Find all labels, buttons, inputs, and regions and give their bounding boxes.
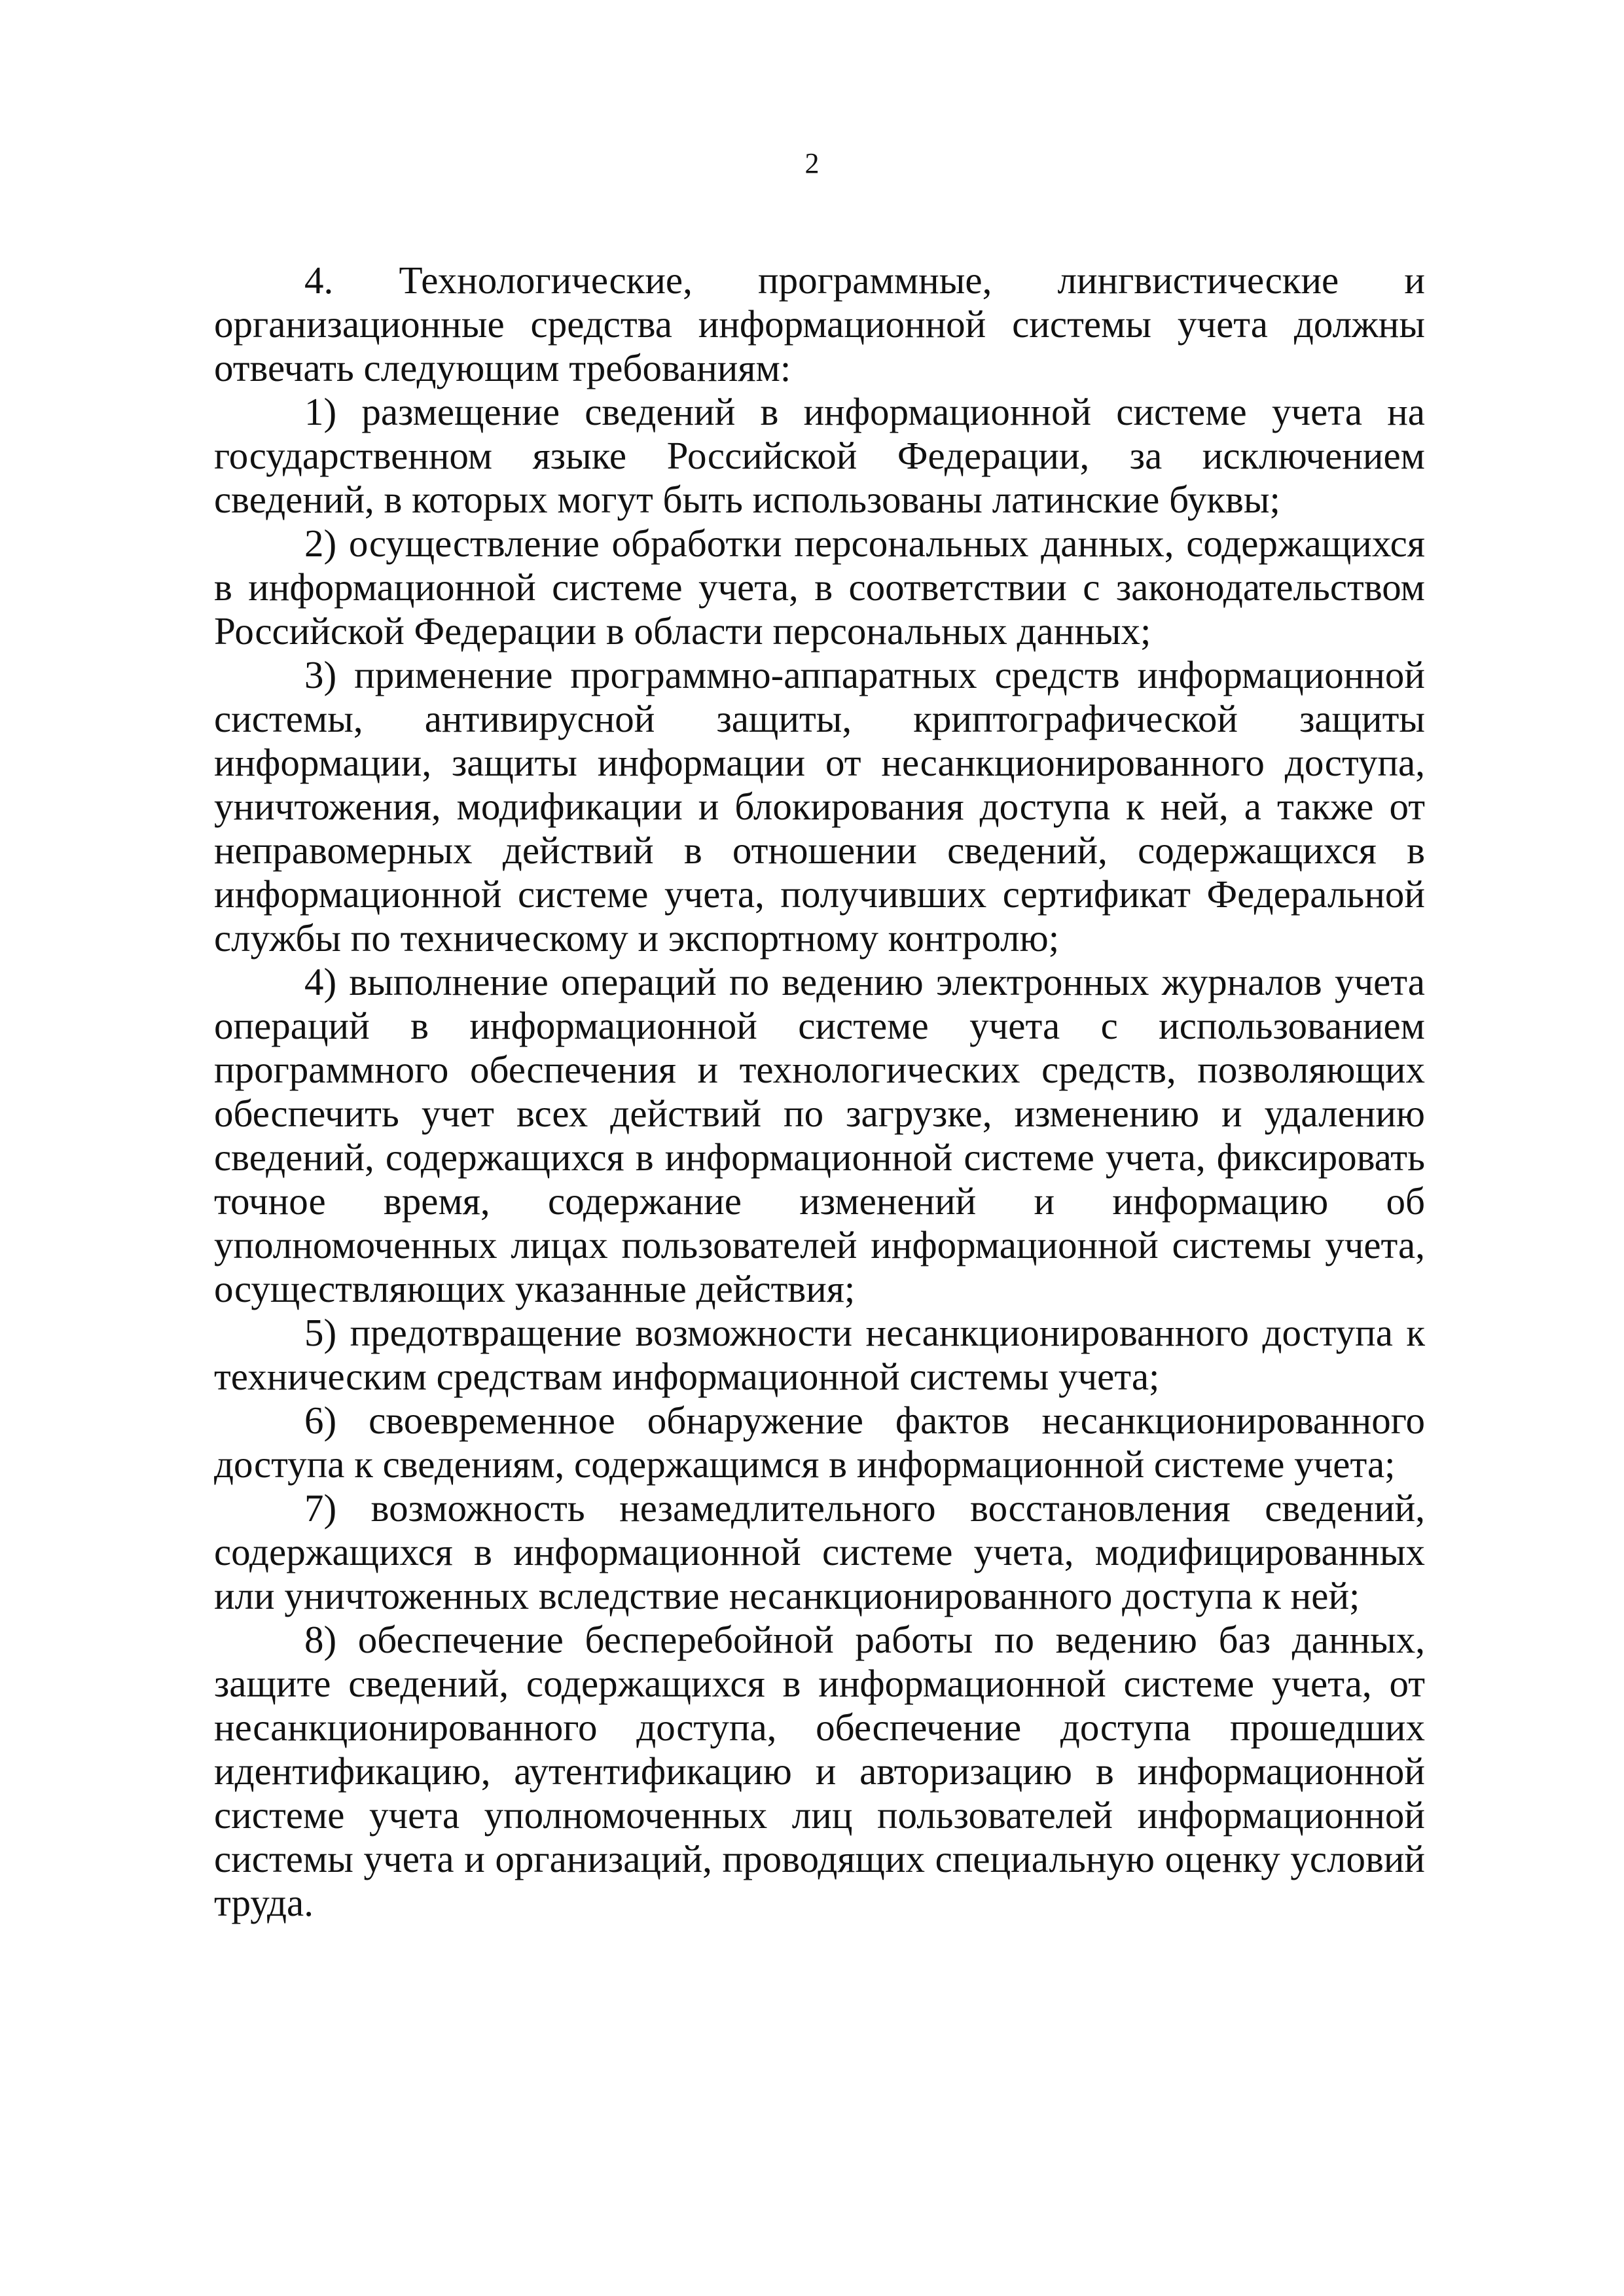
paragraph-item-8: 8) обеспечение бесперебойной работы по ведению баз данных, защите сведений, содержащихся в информационной системе учета, от несанкционированного доступа, обеспечение доступа прошедших идентификацию, аутентификацию и авторизацию в информационной системе учета уполномоченных лиц пользователей информационной системы учета и организаций, проводящих специальную оценку условий труда. [214,1618,1425,1924]
page-number: 2 [804,147,820,179]
paragraph-item-2: 2) осуществление обработки персональных данных, содержащихся в информационной системе учета, в соответствии с законодательством Российской Федерации в области персональных данных; [214,522,1425,653]
paragraph-item-7: 7) возможность незамедлительного восстановления сведений, содержащихся в информационной системе учета, модифицированных или уничтоженных вследствие несанкционированного доступа к ней; [214,1486,1425,1617]
paragraph-item-6: 6) своевременное обнаружение фактов несанкционированного доступа к сведениям, содержащимся в информационной системе учета; [214,1399,1425,1486]
document-body [214,259,1425,1925]
paragraph-item-3: 3) применение программно-аппаратных средств информационной системы, антивирусной защиты, криптографической защиты информации, защиты информации от несанкционированного доступа, уничтожения, модификации и блокирования доступа к ней, а также от неправомерных действий в отношении сведений, содержащихся в информационной системе учета, получивших сертификат Федеральной службы по техническому и экспортному контролю; [214,653,1425,960]
paragraph-item-5: 5) предотвращение возможности несанкционированного доступа к техническим средствам информационной системы учета; [214,1311,1425,1398]
paragraph-item-4: 4) выполнение операций по ведению электронных журналов учета операций в информационной системе учета с использованием программного обеспечения и технологических средств, позволяющих обеспечить учет всех действий по загрузке, изменению и удалению сведений, содержащихся в информационной системе учета, фиксировать точное время, содержание изменений и информацию об уполномоченных лицах пользователей информационной системы учета, осуществляющих указанные действия; [214,960,1425,1310]
paragraph-item-1: 1) размещение сведений в информационной системе учета на государственном языке Российской Федерации, за исключением сведений, в которых могут быть использованы латинские буквы; [214,390,1425,521]
paragraph-intro: 4. Технологические, программные, лингвистические и организационные средства информационной системы учета должны отвечать следующим требованиям: [214,259,1425,389]
